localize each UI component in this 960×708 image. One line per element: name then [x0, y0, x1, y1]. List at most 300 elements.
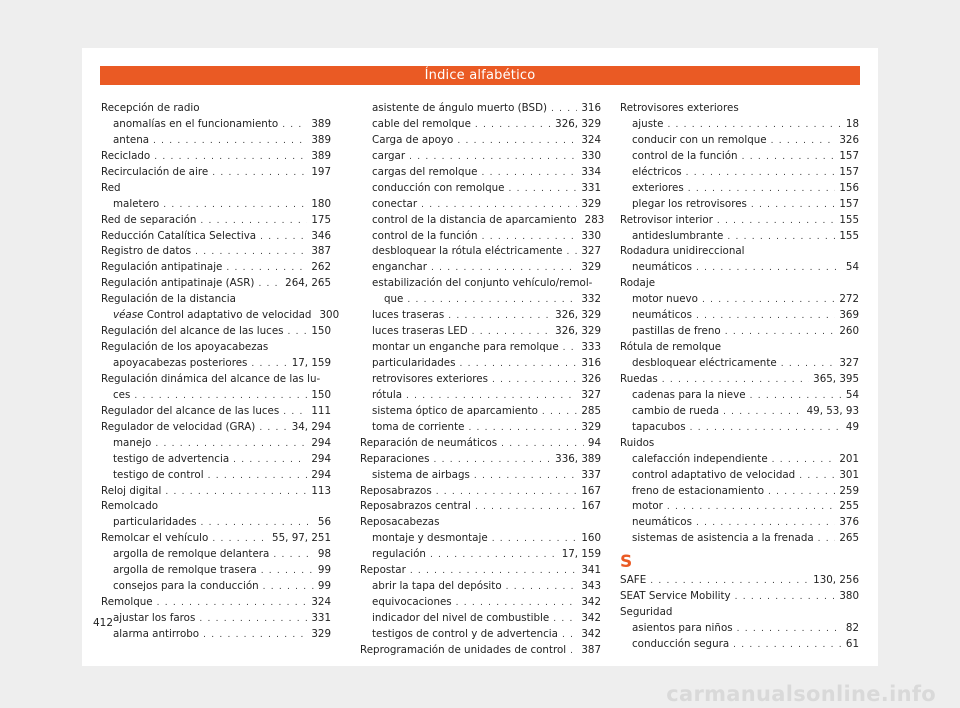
dot-leader: [475, 118, 551, 134]
index-entry: [101, 388, 331, 404]
index-entry-label: que: [384, 293, 404, 306]
index-entry: [620, 213, 859, 229]
index-entry-label: cable del remolque: [372, 117, 471, 130]
index-entry: [101, 404, 331, 420]
index-entry: [101, 579, 331, 595]
dot-leader: [406, 389, 577, 405]
index-column-3: [620, 101, 859, 653]
index-entry-label: asistente de ángulo muerto (BSD): [372, 102, 548, 114]
index-entry: [101, 436, 331, 452]
index-entry-pages: 34, 294: [291, 420, 331, 433]
index-entry-label: antena: [113, 133, 150, 146]
index-entry-label: Remolque: [101, 596, 153, 609]
index-entry: [101, 292, 331, 308]
index-entry-label: calefacción independiente: [632, 452, 768, 465]
index-entry-label: Reposabrazos central: [360, 500, 471, 513]
index-entry-label: desbloquear la rótula eléctricamente: [372, 245, 563, 258]
dot-leader: [482, 230, 578, 246]
index-entry-pages: 61: [845, 638, 859, 650]
dot-leader: [688, 182, 836, 198]
index-entry-pages: 99: [317, 564, 331, 577]
index-entry: [360, 260, 601, 276]
index-entry: [620, 531, 859, 547]
index-entry-label: Ruidos: [620, 436, 655, 449]
index-entry-label: conducción con remolque: [372, 181, 505, 194]
index-entry-label: [113, 308, 311, 324]
index-entry-pages: 326, 329: [555, 117, 601, 130]
index-entry-pages: 150: [311, 388, 331, 401]
index-entry-pages: 316: [581, 357, 601, 369]
index-entry-label: Remolcar el vehículo: [101, 532, 209, 545]
index-entry: [620, 260, 859, 276]
index-entry-label: Carga de apoyo: [372, 133, 454, 146]
index-entry-pages: 337: [581, 468, 601, 481]
index-entry: [101, 117, 331, 133]
index-entry-label: conducir con un remolque: [632, 133, 767, 146]
index-entry: [101, 229, 331, 245]
index-entry-label: Recirculación de aire: [101, 165, 209, 178]
index-entry: [620, 133, 859, 149]
index-entry: [101, 340, 331, 356]
dot-leader: [725, 325, 836, 341]
index-entry: [101, 372, 331, 388]
dot-leader: [492, 532, 578, 548]
index-entry-pages: 389: [311, 133, 331, 146]
index-entry-pages: 160: [581, 532, 601, 545]
index-entry: [360, 229, 601, 245]
index-entry-pages: 157: [839, 149, 859, 162]
index-entry-pages: 342: [581, 627, 601, 640]
dot-leader: [203, 628, 307, 644]
index-entry-pages: 272: [839, 293, 859, 306]
index-entry-label: testigo de advertencia: [113, 452, 230, 465]
index-entry: [101, 595, 331, 611]
dot-leader: [772, 453, 836, 469]
index-entry-label: ajuste: [632, 117, 664, 130]
index-entry-pages: 324: [311, 596, 331, 609]
index-entry-label: anomalías en el funcionamiento: [113, 117, 279, 130]
index-entry: [620, 468, 859, 484]
index-entry: [360, 356, 601, 372]
dot-leader: [562, 628, 577, 644]
index-entry-label: Regulación antipatinaje (ASR): [101, 277, 255, 290]
index-entry-label: neumáticos: [632, 261, 692, 274]
index-entry: [101, 531, 331, 547]
dot-leader: [551, 102, 577, 118]
index-entry: [101, 213, 331, 229]
index-entry-pages: 387: [581, 643, 601, 656]
index-entry: [360, 101, 601, 117]
index-entry-label: indicador del nivel de combustible: [372, 612, 550, 624]
dot-leader: [212, 166, 307, 182]
index-entry: [360, 213, 605, 229]
index-entry-label: consejos para la conducción: [113, 580, 259, 593]
dot-leader: [251, 357, 287, 373]
index-entry: [620, 324, 859, 340]
index-entry-pages: 294: [311, 468, 331, 481]
index-entry-label: Retrovisor interior: [620, 213, 713, 226]
index-entry: [360, 181, 601, 197]
index-entry-label: control adaptativo de velocidad: [632, 468, 796, 481]
index-entry: [620, 276, 859, 292]
dot-leader: [409, 150, 577, 166]
index-entry-label: Regulación de los apoyacabezas: [101, 341, 269, 354]
dot-leader: [288, 325, 308, 341]
index-entry: [360, 165, 601, 181]
index-entry-pages: 332: [581, 293, 601, 306]
index-entry-pages: 49: [845, 420, 859, 433]
index-entry-pages: 167: [581, 500, 601, 513]
index-entry-pages: 369: [839, 309, 859, 322]
index-entry-label: Red: [101, 181, 121, 194]
dot-leader: [799, 469, 835, 485]
dot-leader: [667, 118, 841, 134]
index-entry: [101, 181, 331, 197]
dot-leader: [199, 612, 307, 628]
index-entry-label: argolla de remolque trasera: [113, 564, 257, 577]
index-entry-label: Red de separación: [101, 213, 197, 226]
index-entry-pages: 336, 389: [555, 452, 601, 465]
index-entry-label: control de la función: [372, 229, 478, 242]
index-entry: [101, 324, 331, 340]
index-entry-label: maletero: [113, 197, 160, 210]
index-entry-label: Rodaje: [620, 277, 656, 290]
index-entry: [620, 420, 859, 436]
index-column-2: [360, 101, 605, 659]
index-entry: [620, 605, 859, 621]
index-entry-label: Reparación de neumáticos: [360, 436, 498, 449]
index-entry-label: eléctricos: [632, 165, 682, 178]
index-entry-pages: 329: [581, 261, 601, 274]
dot-leader: [258, 277, 281, 293]
index-entry: [620, 515, 859, 531]
index-entry-pages: 55, 97, 251: [272, 532, 331, 545]
index-entry: [360, 515, 601, 531]
index-entry-pages: 327: [839, 357, 859, 369]
dot-leader: [563, 341, 578, 357]
index-entry-label: Rótula de remolque: [620, 341, 722, 354]
dot-leader: [263, 580, 314, 596]
index-entry-label: neumáticos: [632, 516, 692, 529]
index-entry: [620, 149, 859, 165]
index-entry-pages: 294: [311, 452, 331, 465]
dot-leader: [501, 437, 584, 453]
dot-leader: [201, 516, 314, 532]
index-entry-pages: 285: [581, 404, 601, 417]
index-entry-label: Recepción de radio: [101, 102, 200, 114]
dot-leader: [475, 500, 577, 516]
index-entry: [101, 149, 331, 165]
dot-leader: [273, 548, 314, 564]
dot-leader: [407, 293, 577, 309]
index-entry: [360, 452, 601, 468]
dot-leader: [481, 166, 577, 182]
index-entry-label: particularidades: [372, 357, 456, 369]
dot-leader: [212, 532, 268, 548]
index-entry-pages: 380: [839, 590, 859, 603]
index-entry-pages: 329: [581, 420, 601, 433]
dot-leader: [430, 548, 558, 564]
index-entry: [620, 197, 859, 213]
index-entry-label: ajustar los faros: [113, 612, 196, 624]
index-entry: [360, 611, 601, 627]
index-entry: [620, 388, 859, 404]
index-entry-label: Rodadura unidireccional: [620, 245, 745, 258]
index-entry-pages: 331: [581, 181, 601, 194]
dot-leader: [506, 580, 578, 596]
index-entry-pages: 82: [845, 622, 859, 635]
dot-leader: [155, 437, 307, 453]
index-entry: [101, 563, 331, 579]
index-entry: [360, 117, 601, 133]
index-entry: [101, 611, 331, 627]
index-entry: [360, 420, 601, 436]
dot-leader: [566, 245, 577, 261]
index-entry: [360, 484, 601, 500]
index-entry-label: Reprogramación de unidades de control: [360, 643, 567, 656]
index-entry-pages: 334: [581, 165, 601, 178]
index-entry-label: equivocaciones: [372, 596, 452, 609]
index-entry-pages: 341: [581, 564, 601, 577]
index-entry: [620, 621, 859, 637]
dot-leader: [163, 198, 307, 214]
dot-leader: [261, 564, 314, 580]
dot-leader: [456, 596, 578, 612]
index-entry-label: testigo de control: [113, 468, 204, 481]
index-entry: [101, 452, 331, 468]
index-entry-label: Regulador del alcance de las luces: [101, 404, 280, 417]
page-title: Índice alfabético: [100, 66, 860, 85]
index-entry-label: Reposacabezas: [360, 516, 440, 529]
dot-leader: [650, 574, 809, 590]
index-entry: [360, 308, 601, 324]
index-entry-pages: 98: [317, 548, 331, 561]
dot-leader: [737, 622, 842, 638]
index-entry-pages: 329: [311, 627, 331, 640]
index-entry-pages: 111: [311, 404, 331, 417]
index-entry-pages: 333: [581, 341, 601, 354]
dot-leader: [259, 421, 287, 437]
index-entry: [360, 276, 601, 292]
index-entry-label: enganchar: [372, 261, 427, 274]
dot-leader: [436, 485, 578, 501]
dot-leader: [733, 638, 842, 654]
index-entry: [101, 515, 331, 531]
index-entry: [620, 181, 859, 197]
index-entry: [360, 468, 601, 484]
dot-leader: [283, 405, 307, 421]
index-entry-pages: 201: [839, 452, 859, 465]
dot-leader: [742, 150, 836, 166]
index-entry-label: cargar: [372, 149, 406, 162]
index-entry: [360, 133, 601, 149]
index-entry-label: cargas del remolque: [372, 165, 478, 178]
dot-leader: [690, 421, 842, 437]
index-entry-label: retrovisores exteriores: [372, 372, 489, 385]
index-entry-label: SEAT Service Mobility: [620, 590, 731, 603]
index-entry-label: alarma antirrobo: [113, 627, 200, 640]
index-entry-label: Regulación dinámica del alcance de las lu-: [101, 372, 321, 385]
dot-leader: [472, 325, 551, 341]
index-entry-pages: 300: [319, 309, 340, 322]
index-entry: [360, 579, 601, 595]
dot-leader: [492, 373, 577, 389]
index-entry-pages: 387: [311, 245, 331, 258]
index-entry-label: desbloquear eléctricamente: [632, 357, 777, 369]
dot-leader: [157, 596, 308, 612]
index-entry-pages: 17, 159: [561, 548, 601, 561]
index-entry-pages: 316: [581, 102, 601, 114]
index-entry-pages: 329: [581, 197, 601, 210]
index-entry-pages: 157: [839, 197, 859, 210]
dot-leader: [200, 214, 307, 230]
dot-leader: [410, 564, 578, 580]
dot-leader: [226, 261, 307, 277]
index-entry: [620, 292, 859, 308]
index-entry-label: control de la distancia de aparcamiento: [372, 213, 577, 226]
index-entry-label: rótula: [372, 388, 403, 401]
index-entry: [360, 531, 601, 547]
index-entry: [101, 165, 331, 181]
index-entry: [360, 563, 601, 579]
index-entry-label: Reparaciones: [360, 452, 430, 465]
page-number: 412: [93, 617, 114, 629]
index-entry: [101, 197, 331, 213]
index-entry-label: Remolcado: [101, 500, 159, 513]
index-entry-pages: 265: [839, 532, 859, 545]
index-entry: [360, 149, 601, 165]
index-entry-pages: 330: [581, 229, 601, 242]
index-entry: [620, 165, 859, 181]
index-entry-pages: 324: [581, 133, 601, 146]
index-entry-pages: 342: [581, 596, 601, 609]
index-entry-label: antideslumbrante: [632, 229, 724, 242]
index-entry: [360, 340, 601, 356]
index-entry-pages: 376: [839, 516, 859, 529]
index-entry-label: Registro de datos: [101, 245, 192, 258]
index-entry-label: Regulación antipatinaje: [101, 261, 223, 274]
index-entry-label: regulación: [372, 548, 426, 561]
index-entry: [101, 499, 331, 515]
index-entry-label: conducción segura: [632, 638, 730, 650]
dot-leader: [696, 516, 835, 532]
index-entry-label: freno de estacionamiento: [632, 484, 765, 497]
index-entry: [620, 404, 859, 420]
index-entry-label: Repostar: [360, 564, 406, 577]
index-entry-label: Reposabrazos: [360, 484, 432, 497]
dot-leader: [468, 421, 577, 437]
index-entry-pages: 99: [317, 580, 331, 593]
index-entry-label: conectar: [372, 197, 418, 210]
index-entry-label: Reducción Catalítica Selectiva: [101, 229, 257, 242]
dot-leader: [433, 453, 551, 469]
index-entry-label: Regulador de velocidad (GRA): [101, 420, 256, 433]
index-entry: [620, 117, 859, 133]
index-entry-label: manejo: [113, 436, 152, 449]
index-entry-pages: 155: [839, 229, 859, 242]
index-entry-label: toma de corriente: [372, 420, 465, 433]
index-entry-pages: 283: [584, 213, 605, 226]
index-entry-pages: 54: [845, 261, 859, 274]
index-entry: [101, 133, 331, 149]
index-entry-pages: 294: [311, 436, 331, 449]
dot-leader: [282, 118, 307, 134]
index-entry-pages: 260: [839, 325, 859, 338]
index-entry-pages: 327: [581, 245, 601, 258]
dot-leader: [735, 590, 836, 606]
index-entry-pages: 326: [581, 372, 601, 385]
index-entry: [101, 276, 331, 292]
index-entry-pages: 264, 265: [285, 277, 331, 290]
index-entry: [360, 404, 601, 420]
index-entry: [101, 484, 331, 500]
index-entry-label: montar un enganche para remolque: [372, 341, 559, 354]
dot-leader: [208, 469, 308, 485]
dot-leader: [457, 134, 577, 150]
dot-leader: [771, 134, 836, 150]
dot-leader: [509, 182, 578, 198]
index-entry: [360, 372, 601, 388]
dot-leader: [153, 134, 307, 150]
index-entry-pages: 326, 329: [555, 325, 601, 338]
dot-leader: [723, 405, 803, 421]
index-entry: [360, 292, 601, 308]
index-entry-label: tapacubos: [632, 420, 686, 433]
index-entry-label: Regulación de la distancia: [101, 293, 236, 306]
index-entry-pages: 330: [581, 149, 601, 162]
index-entry-pages: 56: [317, 516, 331, 529]
index-entry: [620, 372, 859, 388]
dot-leader: [474, 469, 577, 485]
index-entry-label: argolla de remolque delantera: [113, 548, 270, 561]
index-entry: [620, 101, 859, 117]
index-entry-label: pastillas de freno: [632, 325, 721, 338]
index-entry: [620, 356, 859, 372]
index-entry-label: sistemas de asistencia a la frenada: [632, 532, 814, 545]
index-entry-label: estabilización del conjunto vehículo/remol-: [372, 277, 593, 290]
index-entry: [101, 420, 331, 436]
dot-leader: [662, 373, 809, 389]
index-entry-label: montaje y desmontaje: [372, 532, 488, 545]
index-entry-pages: 331: [311, 612, 331, 624]
index-entry-label: SAFE: [620, 574, 647, 587]
dot-leader: [134, 389, 307, 405]
index-entry-label: testigos de control y de advertencia: [372, 627, 558, 640]
index-entry: [360, 436, 601, 452]
dot-leader: [165, 485, 307, 501]
dot-leader: [702, 293, 835, 309]
index-entry-label: sistema de airbags: [372, 468, 470, 481]
index-entry-label: apoyacabezas posteriores: [113, 357, 248, 369]
index-entry: [360, 627, 601, 643]
dot-leader: [686, 166, 836, 182]
index-entry: [101, 356, 331, 372]
index-entry: [101, 244, 331, 260]
index-entry: [360, 197, 601, 213]
index-entry-label: asientos para niños: [632, 622, 733, 635]
dot-leader: [751, 198, 835, 214]
dot-leader: [233, 453, 307, 469]
index-entry-pages: 365, 395: [813, 372, 859, 385]
index-entry-label: Regulación del alcance de las luces: [101, 325, 284, 338]
index-entry-label: sistema óptico de aparcamiento: [372, 404, 538, 417]
index-entry-pages: 255: [839, 500, 859, 513]
index-entry-label: control de la función: [632, 149, 738, 162]
dot-leader: [727, 230, 835, 246]
index-entry-label: Seguridad: [620, 606, 673, 619]
index-entry-text: Control adaptativo de velocidad: [146, 309, 312, 322]
dot-leader: [195, 245, 307, 261]
